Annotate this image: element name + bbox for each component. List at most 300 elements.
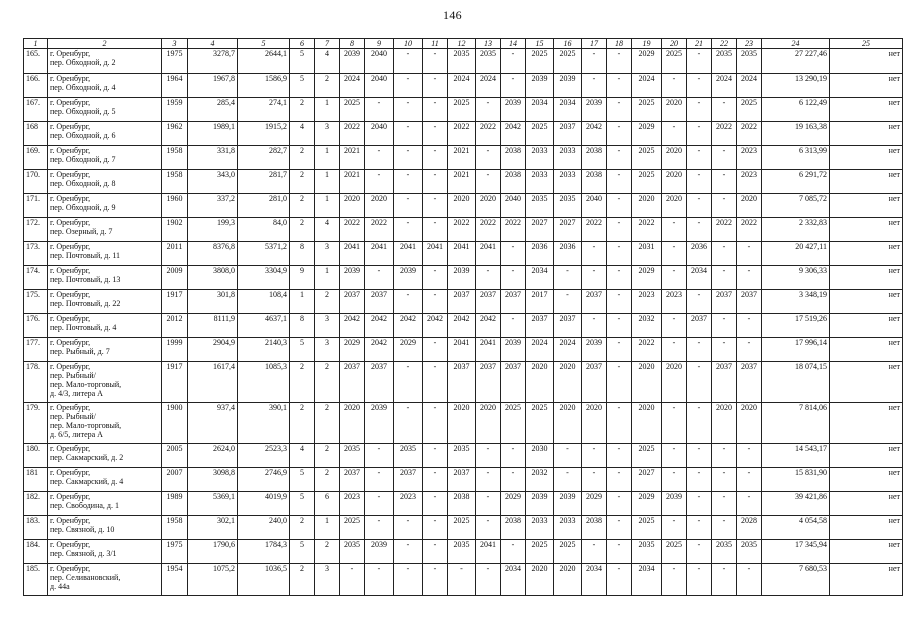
- row-number: 183.: [24, 516, 48, 540]
- address-line: г. Оренбург,: [50, 290, 91, 299]
- column-header-11: 11: [423, 39, 448, 49]
- cell-col-17: 2038: [582, 516, 607, 540]
- cell-col-14: 2037: [501, 362, 526, 403]
- address-line: пер. Сакмарский, д. 2: [50, 453, 124, 462]
- address-line: г. Оренбург,: [50, 122, 91, 131]
- column-header-1: 1: [24, 39, 48, 49]
- cell-col-17: -: [582, 468, 607, 492]
- cell-col-11: 2041: [423, 242, 448, 266]
- cell-col-21: -: [687, 338, 712, 362]
- cell-col-18: -: [607, 468, 632, 492]
- cell-col-13: -: [476, 468, 501, 492]
- cell-col-7: 1: [315, 194, 340, 218]
- cell-col-5: 108,4: [238, 290, 290, 314]
- cell-col-8: 2022: [340, 122, 365, 146]
- cell-col-22: -: [712, 242, 737, 266]
- cell-col-21: 2037: [687, 314, 712, 338]
- cell-col-15: 2030: [526, 444, 554, 468]
- cell-col-5: 282,7: [238, 146, 290, 170]
- cell-col-22: 2035: [712, 540, 737, 564]
- cell-col-12: 2022: [448, 218, 476, 242]
- cell-col-10: 2042: [394, 314, 423, 338]
- column-header-19: 19: [632, 39, 662, 49]
- cell-col-8: 2022: [340, 218, 365, 242]
- cell-col-14: 2037: [501, 290, 526, 314]
- cell-col-11: -: [423, 170, 448, 194]
- cell-col-13: 2022: [476, 218, 501, 242]
- cell-col-22: -: [712, 98, 737, 122]
- cell-col-24: 3 348,19: [762, 290, 830, 314]
- table-row: [24, 74, 903, 98]
- cell-col-6: 2: [290, 170, 315, 194]
- cell-col-9: -: [365, 564, 394, 596]
- cell-col-6: 5: [290, 338, 315, 362]
- cell-col-5: 2644,1: [238, 49, 290, 74]
- cell-col-4: 3808,0: [188, 266, 238, 290]
- address-line: пер. Почтовый, д. 4: [50, 323, 117, 332]
- table-row: [24, 492, 903, 516]
- cell-col-8: 2023: [340, 492, 365, 516]
- cell-col-16: 2020: [554, 564, 582, 596]
- cell-col-24: 7 085,72: [762, 194, 830, 218]
- cell-col-10: -: [394, 122, 423, 146]
- cell-col-15: 2024: [526, 338, 554, 362]
- cell-col-17: 2039: [582, 338, 607, 362]
- cell-col-3: 1962: [162, 122, 188, 146]
- cell-col-15: 2027: [526, 218, 554, 242]
- cell-col-9: 2039: [365, 540, 394, 564]
- address-line: пер. Рыбный, д. 7: [50, 347, 110, 356]
- cell-col-11: -: [423, 218, 448, 242]
- row-number: 171.: [24, 194, 48, 218]
- cell-col-24: 6 122,49: [762, 98, 830, 122]
- cell-col-22: -: [712, 266, 737, 290]
- cell-col-11: -: [423, 540, 448, 564]
- cell-col-8: 2029: [340, 338, 365, 362]
- cell-col-3: 1954: [162, 564, 188, 596]
- cell-col-23: 2035: [737, 49, 762, 74]
- cell-col-10: -: [394, 98, 423, 122]
- column-header-7: 7: [315, 39, 340, 49]
- table-row: [24, 314, 903, 338]
- cell-col-19: 2032: [632, 314, 662, 338]
- cell-col-11: -: [423, 362, 448, 403]
- address-line: г. Оренбург,: [50, 98, 91, 107]
- cell-col-14: -: [501, 468, 526, 492]
- address-cell: [48, 98, 162, 122]
- cell-col-24: 4 054,58: [762, 516, 830, 540]
- cell-col-24: 9 306,33: [762, 266, 830, 290]
- cell-col-12: 2042: [448, 314, 476, 338]
- cell-col-21: -: [687, 403, 712, 444]
- cell-col-17: 2042: [582, 122, 607, 146]
- cell-col-25: нет: [830, 122, 903, 146]
- cell-col-17: -: [582, 540, 607, 564]
- address-line: д. 6/5, литера А: [50, 430, 103, 439]
- cell-col-6: 5: [290, 49, 315, 74]
- cell-col-20: -: [662, 122, 687, 146]
- row-number: 179.: [24, 403, 48, 444]
- address-cell: [48, 49, 162, 74]
- cell-col-15: 2025: [526, 540, 554, 564]
- cell-col-8: 2025: [340, 516, 365, 540]
- cell-col-13: 2024: [476, 74, 501, 98]
- cell-col-23: -: [737, 564, 762, 596]
- cell-col-21: -: [687, 49, 712, 74]
- cell-col-11: -: [423, 146, 448, 170]
- column-header-4: 4: [188, 39, 238, 49]
- cell-col-10: -: [394, 540, 423, 564]
- table-row: [24, 403, 903, 444]
- cell-col-13: -: [476, 170, 501, 194]
- cell-col-5: 1784,3: [238, 540, 290, 564]
- cell-col-16: 2020: [554, 403, 582, 444]
- cell-col-23: -: [737, 314, 762, 338]
- cell-col-3: 1989: [162, 492, 188, 516]
- cell-col-4: 343,0: [188, 170, 238, 194]
- cell-col-16: 2039: [554, 74, 582, 98]
- column-header-16: 16: [554, 39, 582, 49]
- cell-col-11: -: [423, 468, 448, 492]
- cell-col-14: -: [501, 314, 526, 338]
- cell-col-3: 1964: [162, 74, 188, 98]
- cell-col-15: 2034: [526, 98, 554, 122]
- cell-col-7: 2: [315, 403, 340, 444]
- row-number: 169.: [24, 146, 48, 170]
- row-number: 181: [24, 468, 48, 492]
- cell-col-16: 2037: [554, 314, 582, 338]
- cell-col-20: -: [662, 403, 687, 444]
- cell-col-3: 1959: [162, 98, 188, 122]
- cell-col-3: 1975: [162, 49, 188, 74]
- cell-col-22: 2022: [712, 122, 737, 146]
- table-row: [24, 146, 903, 170]
- cell-col-3: 1958: [162, 516, 188, 540]
- cell-col-19: 2034: [632, 564, 662, 596]
- column-header-24: 24: [762, 39, 830, 49]
- cell-col-19: 2027: [632, 468, 662, 492]
- cell-col-21: -: [687, 74, 712, 98]
- cell-col-4: 5369,1: [188, 492, 238, 516]
- cell-col-3: 1902: [162, 218, 188, 242]
- cell-col-4: 199,3: [188, 218, 238, 242]
- cell-col-25: нет: [830, 564, 903, 596]
- cell-col-20: -: [662, 218, 687, 242]
- cell-col-4: 1617,4: [188, 362, 238, 403]
- cell-col-12: 2037: [448, 362, 476, 403]
- cell-col-18: -: [607, 290, 632, 314]
- row-number: 184.: [24, 540, 48, 564]
- cell-col-10: -: [394, 362, 423, 403]
- cell-col-25: нет: [830, 146, 903, 170]
- cell-col-12: 2037: [448, 290, 476, 314]
- cell-col-11: -: [423, 564, 448, 596]
- cell-col-16: 2036: [554, 242, 582, 266]
- address-line: пер. Рыбный/: [50, 371, 96, 380]
- page-number: 146: [443, 8, 462, 22]
- cell-col-17: 2040: [582, 194, 607, 218]
- cell-col-14: -: [501, 49, 526, 74]
- cell-col-3: 1958: [162, 170, 188, 194]
- cell-col-18: -: [607, 146, 632, 170]
- cell-col-15: 2032: [526, 468, 554, 492]
- cell-col-25: нет: [830, 218, 903, 242]
- row-number: 180.: [24, 444, 48, 468]
- cell-col-9: 2037: [365, 362, 394, 403]
- cell-col-15: 2033: [526, 170, 554, 194]
- address-cell: [48, 444, 162, 468]
- cell-col-6: 2: [290, 218, 315, 242]
- cell-col-24: 17 345,94: [762, 540, 830, 564]
- cell-col-5: 281,0: [238, 194, 290, 218]
- address-line: г. Оренбург,: [50, 516, 91, 525]
- cell-col-15: 2025: [526, 403, 554, 444]
- cell-col-11: -: [423, 444, 448, 468]
- column-header-12: 12: [448, 39, 476, 49]
- column-header-8: 8: [340, 39, 365, 49]
- cell-col-9: 2037: [365, 290, 394, 314]
- cell-col-23: 2028: [737, 516, 762, 540]
- cell-col-11: -: [423, 194, 448, 218]
- cell-col-20: 2023: [662, 290, 687, 314]
- address-line: д. 44а: [50, 582, 70, 591]
- cell-col-7: 2: [315, 444, 340, 468]
- cell-col-20: -: [662, 444, 687, 468]
- cell-col-19: 2029: [632, 49, 662, 74]
- cell-col-6: 2: [290, 98, 315, 122]
- address-line: пер. Озерный, д. 7: [50, 227, 113, 236]
- cell-col-19: 2025: [632, 444, 662, 468]
- table-row: [24, 266, 903, 290]
- cell-col-7: 2: [315, 362, 340, 403]
- cell-col-23: -: [737, 242, 762, 266]
- cell-col-16: 2027: [554, 218, 582, 242]
- cell-col-11: -: [423, 266, 448, 290]
- row-number: 176.: [24, 314, 48, 338]
- cell-col-17: 2037: [582, 290, 607, 314]
- address-line: пер. Связной, д. 3/1: [50, 549, 117, 558]
- cell-col-7: 2: [315, 74, 340, 98]
- cell-col-18: -: [607, 362, 632, 403]
- cell-col-13: -: [476, 444, 501, 468]
- address-cell: [48, 170, 162, 194]
- cell-col-4: 1967,8: [188, 74, 238, 98]
- cell-col-20: -: [662, 516, 687, 540]
- cell-col-5: 2523,3: [238, 444, 290, 468]
- cell-col-12: 2021: [448, 170, 476, 194]
- cell-col-18: -: [607, 170, 632, 194]
- column-header-6: 6: [290, 39, 315, 49]
- table-row: [24, 122, 903, 146]
- cell-col-13: 2022: [476, 122, 501, 146]
- address-line: пер. Почтовый, д. 11: [50, 251, 121, 260]
- address-cell: [48, 290, 162, 314]
- table-header-row: [24, 39, 903, 49]
- address-line: г. Оренбург,: [50, 218, 91, 227]
- address-line: пер. Обходной, д. 5: [50, 107, 116, 116]
- cell-col-8: 2020: [340, 403, 365, 444]
- column-header-17: 17: [582, 39, 607, 49]
- cell-col-5: 1915,2: [238, 122, 290, 146]
- cell-col-5: 2746,9: [238, 468, 290, 492]
- column-header-14: 14: [501, 39, 526, 49]
- cell-col-4: 1989,1: [188, 122, 238, 146]
- cell-col-18: -: [607, 314, 632, 338]
- cell-col-5: 4637,1: [238, 314, 290, 338]
- cell-col-12: 2022: [448, 122, 476, 146]
- cell-col-24: 7 680,53: [762, 564, 830, 596]
- cell-col-22: -: [712, 516, 737, 540]
- cell-col-6: 5: [290, 492, 315, 516]
- address-line: г. Оренбург,: [50, 266, 91, 275]
- cell-col-7: 6: [315, 492, 340, 516]
- cell-col-9: -: [365, 266, 394, 290]
- cell-col-14: 2038: [501, 170, 526, 194]
- row-number: 178.: [24, 362, 48, 403]
- cell-col-14: 2022: [501, 218, 526, 242]
- cell-col-11: 2042: [423, 314, 448, 338]
- cell-col-6: 5: [290, 74, 315, 98]
- table-row: [24, 98, 903, 122]
- cell-col-15: 2037: [526, 314, 554, 338]
- cell-col-13: 2042: [476, 314, 501, 338]
- cell-col-10: -: [394, 290, 423, 314]
- cell-col-19: 2029: [632, 492, 662, 516]
- cell-col-6: 8: [290, 314, 315, 338]
- cell-col-13: -: [476, 492, 501, 516]
- cell-col-24: 27 227,46: [762, 49, 830, 74]
- table-row: [24, 338, 903, 362]
- row-number: 166.: [24, 74, 48, 98]
- cell-col-19: 2020: [632, 362, 662, 403]
- cell-col-22: -: [712, 338, 737, 362]
- cell-col-19: 2022: [632, 338, 662, 362]
- cell-col-20: -: [662, 468, 687, 492]
- cell-col-25: нет: [830, 338, 903, 362]
- cell-col-25: нет: [830, 266, 903, 290]
- cell-col-9: -: [365, 516, 394, 540]
- cell-col-23: -: [737, 266, 762, 290]
- cell-col-5: 3304,9: [238, 266, 290, 290]
- cell-col-17: 2029: [582, 492, 607, 516]
- cell-col-25: нет: [830, 242, 903, 266]
- cell-col-24: 13 290,19: [762, 74, 830, 98]
- cell-col-4: 285,4: [188, 98, 238, 122]
- cell-col-12: 2041: [448, 242, 476, 266]
- cell-col-3: 1917: [162, 290, 188, 314]
- cell-col-7: 2: [315, 468, 340, 492]
- cell-col-4: 937,4: [188, 403, 238, 444]
- cell-col-20: 2020: [662, 146, 687, 170]
- cell-col-21: -: [687, 492, 712, 516]
- cell-col-9: -: [365, 170, 394, 194]
- cell-col-24: 18 074,15: [762, 362, 830, 403]
- cell-col-20: 2020: [662, 98, 687, 122]
- cell-col-20: -: [662, 74, 687, 98]
- cell-col-6: 8: [290, 242, 315, 266]
- cell-col-21: -: [687, 194, 712, 218]
- cell-col-25: нет: [830, 194, 903, 218]
- cell-col-24: 39 421,86: [762, 492, 830, 516]
- cell-col-25: нет: [830, 540, 903, 564]
- cell-col-16: 2035: [554, 194, 582, 218]
- cell-col-8: 2042: [340, 314, 365, 338]
- cell-col-24: 19 163,38: [762, 122, 830, 146]
- cell-col-22: -: [712, 194, 737, 218]
- cell-col-5: 1085,3: [238, 362, 290, 403]
- cell-col-7: 3: [315, 338, 340, 362]
- cell-col-13: -: [476, 564, 501, 596]
- cell-col-16: -: [554, 468, 582, 492]
- cell-col-19: 2031: [632, 242, 662, 266]
- cell-col-9: 2042: [365, 338, 394, 362]
- cell-col-3: 1958: [162, 146, 188, 170]
- cell-col-23: 2025: [737, 98, 762, 122]
- table-row: [24, 362, 903, 403]
- column-header-9: 9: [365, 39, 394, 49]
- cell-col-7: 3: [315, 122, 340, 146]
- cell-col-14: 2029: [501, 492, 526, 516]
- table-body: [24, 49, 903, 596]
- cell-col-20: 2020: [662, 194, 687, 218]
- cell-col-22: -: [712, 146, 737, 170]
- cell-col-8: 2039: [340, 266, 365, 290]
- cell-col-15: 2033: [526, 146, 554, 170]
- cell-col-25: нет: [830, 74, 903, 98]
- cell-col-10: -: [394, 170, 423, 194]
- cell-col-14: -: [501, 266, 526, 290]
- cell-col-12: 2021: [448, 146, 476, 170]
- cell-col-17: -: [582, 242, 607, 266]
- cell-col-9: 2020: [365, 194, 394, 218]
- cell-col-4: 3278,7: [188, 49, 238, 74]
- cell-col-10: -: [394, 146, 423, 170]
- address-cell: [48, 516, 162, 540]
- cell-col-15: 2036: [526, 242, 554, 266]
- cell-col-4: 8376,8: [188, 242, 238, 266]
- cell-col-4: 301,8: [188, 290, 238, 314]
- cell-col-7: 3: [315, 314, 340, 338]
- cell-col-25: нет: [830, 170, 903, 194]
- cell-col-22: -: [712, 468, 737, 492]
- address-line: г. Оренбург,: [50, 468, 91, 477]
- cell-col-8: 2035: [340, 444, 365, 468]
- cell-col-3: 2009: [162, 266, 188, 290]
- cell-col-4: 2904,9: [188, 338, 238, 362]
- cell-col-11: -: [423, 290, 448, 314]
- cell-col-12: 2025: [448, 98, 476, 122]
- cell-col-8: 2039: [340, 49, 365, 74]
- cell-col-21: -: [687, 516, 712, 540]
- cell-col-8: 2037: [340, 290, 365, 314]
- row-number: 182.: [24, 492, 48, 516]
- cell-col-12: 2041: [448, 338, 476, 362]
- cell-col-9: 2022: [365, 218, 394, 242]
- cell-col-20: 2025: [662, 540, 687, 564]
- cell-col-13: -: [476, 516, 501, 540]
- cell-col-18: -: [607, 444, 632, 468]
- address-cell: [48, 74, 162, 98]
- cell-col-22: -: [712, 444, 737, 468]
- cell-col-22: -: [712, 314, 737, 338]
- cell-col-22: 2035: [712, 49, 737, 74]
- address-cell: [48, 492, 162, 516]
- cell-col-22: 2037: [712, 290, 737, 314]
- cell-col-6: 4: [290, 122, 315, 146]
- cell-col-23: 2023: [737, 146, 762, 170]
- address-line: пер. Обходной, д. 9: [50, 203, 116, 212]
- cell-col-9: 2039: [365, 403, 394, 444]
